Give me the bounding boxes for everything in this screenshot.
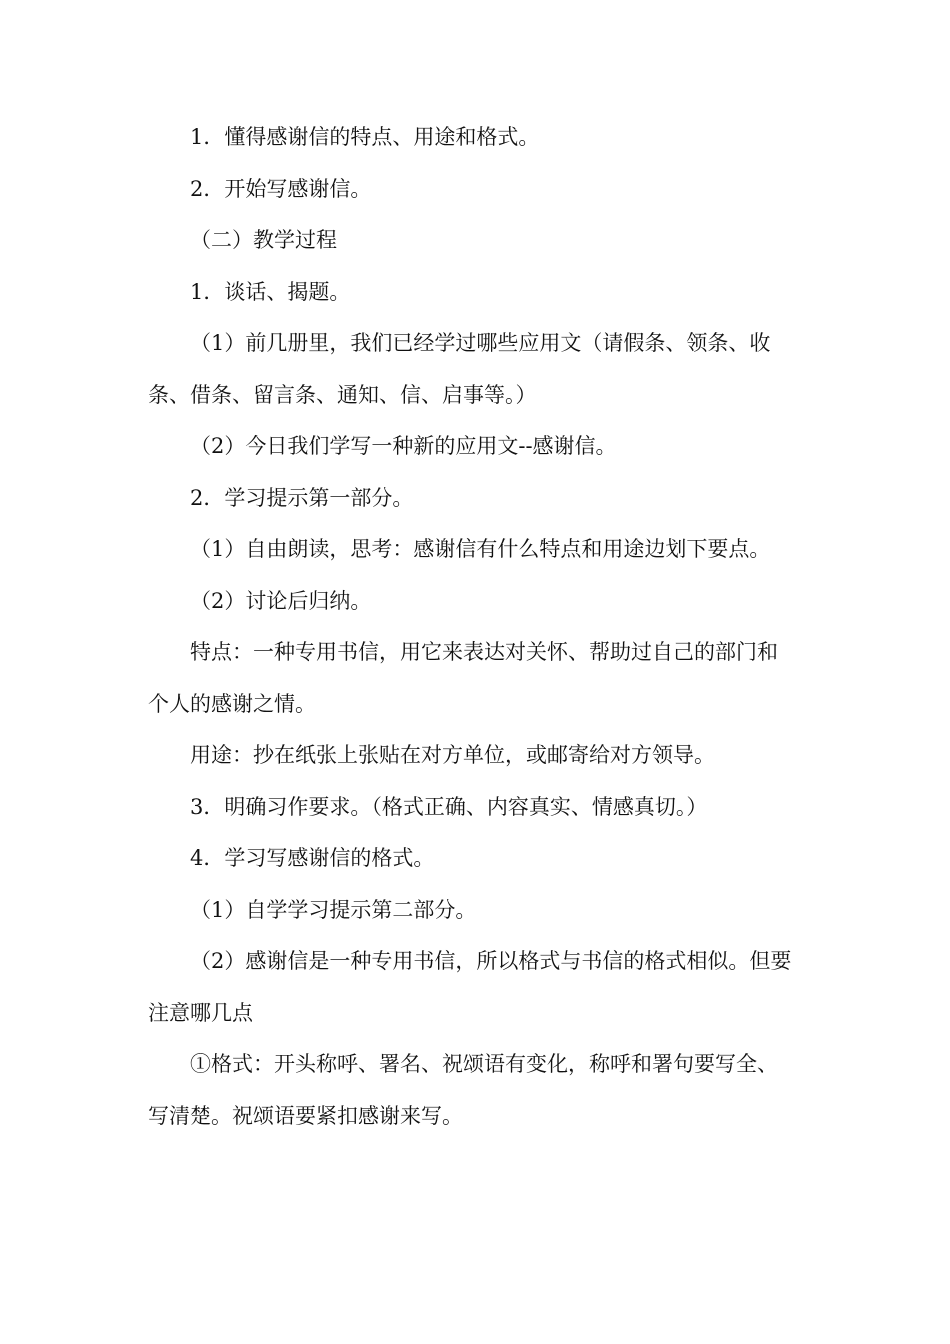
paragraph-step-1-item-2: （2）今日我们学写一种新的应用文--感谢信。 [190, 434, 617, 458]
document-page [148, 112, 798, 1142]
paragraph-step-1: 1．谈话、揭题。 [190, 279, 351, 304]
paragraph-step-4-item-2: （2）感谢信是一种专用书信，所以格式与书信的格式相似。但要注意哪几点 [148, 949, 792, 1025]
paragraph-format-note: ①格式：开头称呼、署名、祝颂语有变化，称呼和署句要写全、写清楚。祝颂语要紧扣感谢来写。 [148, 1052, 778, 1128]
paragraph-step-2-item-2: （2）讨论后归纳。 [190, 588, 372, 613]
paragraph-step-2-item-1: （1）自由朗读，思考：感谢信有什么特点和用途边划下要点。 [190, 537, 771, 561]
paragraph-step-3: 3．明确习作要求。（格式正确、内容真实、情感真切。） [190, 794, 708, 819]
paragraph-step-4: 4．学习写感谢信的格式。 [190, 846, 435, 870]
paragraph-objective-1: 1．懂得感谢信的特点、用途和格式。 [190, 125, 540, 149]
section-heading-teaching-process: （二）教学过程 [190, 228, 337, 252]
paragraph-step-4-item-1: （1）自学学习提示第二部分。 [190, 897, 477, 922]
paragraph-features: 特点：一种专用书信，用它来表达对关怀、帮助过自己的部门和个人的感谢之情。 [148, 640, 778, 716]
paragraph-objective-2: 2．开始写感谢信。 [190, 176, 372, 201]
paragraph-step-2: 2．学习提示第一部分。 [190, 485, 414, 510]
paragraph-uses: 用途：抄在纸张上张贴在对方单位，或邮寄给对方领导。 [190, 743, 715, 767]
paragraph-step-1-item-1: （1）前几册里，我们已经学过哪些应用文（请假条、领条、收条、借条、留言条、通知、信、启事等。） [148, 331, 771, 407]
